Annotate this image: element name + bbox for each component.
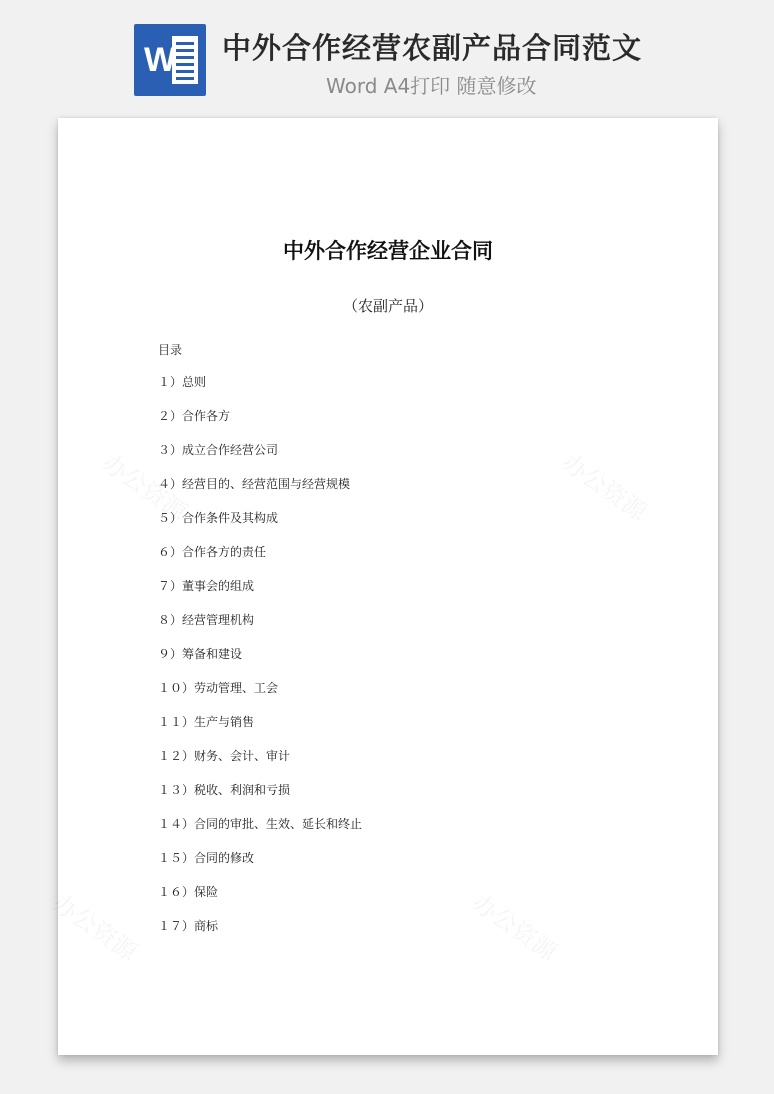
word-logo-letter: W: [143, 41, 177, 79]
table-of-contents: [158, 372, 362, 950]
toc-item: ９）筹备和建设: [158, 647, 243, 661]
document-subtitle: （农副产品）: [342, 297, 433, 315]
toc-item: １３）税收、利润和亏损: [158, 783, 291, 797]
document-title: 中外合作经营企业合同: [283, 239, 493, 263]
toc-item: １７）商标: [158, 919, 219, 933]
header-title: 中外合作经营农副产品合同范文: [222, 31, 643, 65]
toc-item: １６）保险: [158, 885, 219, 899]
toc-item: ６）合作各方的责任: [158, 545, 267, 559]
toc-heading: 目录: [158, 343, 183, 357]
watermark-icon: [47, 884, 146, 968]
toc-item: １５）合同的修改: [158, 851, 255, 865]
toc-item: １２）财务、会计、审计: [158, 749, 291, 763]
header-banner: [0, 0, 774, 110]
toc-item: １０）劳动管理、工会: [158, 681, 279, 695]
toc-item: １）总则: [158, 375, 207, 389]
word-document-icon: [134, 24, 206, 96]
watermark-icon: [467, 884, 566, 968]
toc-item: ４）经营目的、经营范围与经营规模: [158, 477, 351, 491]
toc-item: ５）合作条件及其构成: [158, 511, 279, 525]
watermark-icon: [557, 444, 656, 528]
toc-item: ３）成立合作经营公司: [158, 443, 279, 457]
toc-item: １４）合同的审批、生效、延长和终止: [158, 817, 363, 831]
toc-item: ２）合作各方: [158, 409, 231, 423]
document-page: [58, 118, 718, 1055]
toc-item: ７）董事会的组成: [158, 579, 255, 593]
header-subtitle: Word A4打印 随意修改: [326, 74, 537, 98]
toc-item: ８）经营管理机构: [158, 613, 255, 627]
toc-item: １１）生产与销售: [158, 715, 255, 729]
